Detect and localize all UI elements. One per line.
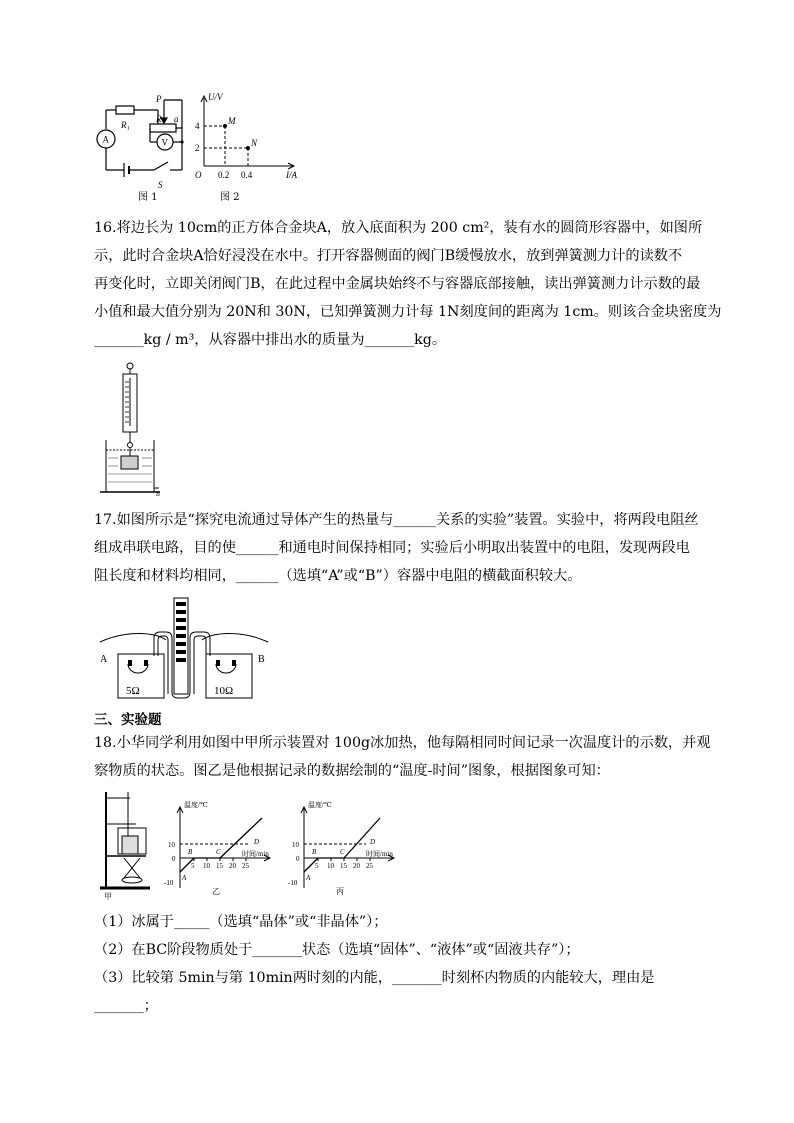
fig2-point-n: N <box>251 138 258 148</box>
resistor-r2 <box>150 124 176 132</box>
fig2-origin: O <box>195 170 202 180</box>
fig2-point-m: M <box>228 116 236 126</box>
graph-b-point-c: C <box>216 848 221 856</box>
graph-b-ylabel: 温度/℃ <box>184 801 208 809</box>
graph-c-point-b: B <box>312 848 317 856</box>
q17-line-3: 阻长度和材料均相同，______（选填“A”或“B”）容器中电阻的横截面积较大。 <box>94 568 582 584</box>
alloy-block <box>121 456 138 469</box>
graph-c-ytick-neg10: -10 <box>288 879 298 887</box>
q16-line-1: 16.将边长为 10cm的正方体合金块A，放入底面积为 200 cm²，装有水的圆筒形容器中，如图所 <box>94 220 703 236</box>
graph-b-ytick-10: 10 <box>168 841 175 849</box>
a-label: a <box>174 114 179 124</box>
section-3-title: 三、实验题 <box>94 712 162 728</box>
fig2-caption: 图 2 <box>220 192 240 203</box>
q18-heating-apparatus <box>96 788 154 900</box>
q18-line-2: 察物质的状态。图乙是他根据记录的数据绘制的“温度-时间”图象，根据图象可知： <box>94 763 610 779</box>
q18-sub-1: （1）冰属于_____（选填“晶体”或“非晶体”）； <box>94 914 388 930</box>
graph-c-xtick-10: 10 <box>327 862 334 870</box>
q16-line-4: 小值和最大值分别为 20N和 30N，已知弹簧测力计每 1N刻度间的距离为 1cm。则该合金块密度为 <box>94 304 722 320</box>
apparatus-caption: 甲 <box>104 892 112 900</box>
q18-graph-b <box>158 796 276 900</box>
q16-spring-scale-figure <box>96 360 166 498</box>
q18-line-1: 18.小华同学利用如图中甲所示装置对 100g冰加热，他每隔相同时间记录一次温度计的示数，并观 <box>94 735 711 751</box>
resistor-r1 <box>116 106 134 114</box>
graph-c-xtick-25: 25 <box>366 862 373 870</box>
q18-sub-2: （2）在BC阶段物质处于_______状态（选填“固体”、“液体”或“固液共存”）； <box>94 942 580 958</box>
resistor-10-ohm-label: 10Ω <box>214 685 234 697</box>
graph-b-point-b: B <box>188 848 193 856</box>
switch-label: S <box>158 180 163 190</box>
q18-sub-4: _______； <box>94 998 158 1014</box>
fig1-circuit <box>94 92 194 200</box>
fig2-ytick-2: 2 <box>195 143 200 153</box>
voltmeter-label: V <box>161 137 168 148</box>
valve-b-label: B <box>156 492 160 498</box>
container-a-label: A <box>100 654 108 665</box>
r1-label: R₁ <box>121 120 130 130</box>
graph-b-xtick-15: 15 <box>216 862 223 870</box>
graph-c-ytick-0: 0 <box>296 855 300 863</box>
fig2-ytick-4: 4 <box>195 121 200 131</box>
graph-c-xtick-20: 20 <box>353 862 360 870</box>
q16-line-2: 示，此时合金块A恰好浸没在水中。打开容器侧面的阀门B缓慢放水，放到弹簧测力计的读数不 <box>94 248 683 264</box>
container-b-label: B <box>258 654 265 665</box>
graph-c-xtick-5: 5 <box>315 862 319 870</box>
graph-c-point-d: D <box>370 838 376 846</box>
graph-b-caption: 乙 <box>212 887 220 896</box>
graph-b-xtick-25: 25 <box>242 862 249 870</box>
graph-b-xtick-5: 5 <box>191 862 195 870</box>
fig1-caption: 图 1 <box>138 192 158 203</box>
q17-line-1: 17.如图所示是“探究电流通过导体产生的热量与______关系的实验”装置。实验中，将两段电阻丝 <box>94 512 699 528</box>
graph-c-caption: 丙 <box>336 887 344 896</box>
q17-line-2: 组成串联电路，目的使______和通电时间保持相同；实验后小明取出装置中的电阻，发现两段电 <box>94 540 690 556</box>
p-label: P <box>156 94 162 104</box>
q16-line-3: 再变化时，立即关闭阀门B，在此过程中金属块始终不与容器底部接触，读出弹簧测力计示数的最 <box>94 276 701 292</box>
fig2-ylabel: U/V <box>208 92 223 102</box>
q17-joule-heating-apparatus <box>96 596 272 704</box>
graph-c-point-a: A <box>306 874 311 882</box>
graph-b-xtick-20: 20 <box>229 862 236 870</box>
graph-b-ytick-neg10: -10 <box>164 879 174 887</box>
q16-line-5: _______kg / m³，从容器中排出水的质量为_______kg。 <box>94 332 447 348</box>
graph-b-point-d: D <box>254 838 260 846</box>
resistor-5-ohm-label: 5Ω <box>126 685 140 697</box>
graph-c-ylabel: 温度/℃ <box>308 801 332 809</box>
q18-graph-c <box>282 796 400 900</box>
fig2-xtick-04: 0.4 <box>241 170 253 180</box>
graph-c-ytick-10: 10 <box>292 841 299 849</box>
r2-label: R₂ <box>156 114 165 124</box>
graph-c-xlabel: 时间/min <box>366 850 393 858</box>
graph-b-point-a: A <box>182 874 187 882</box>
graph-b-xlabel: 时间/min <box>242 850 269 858</box>
graph-b-xtick-10: 10 <box>203 862 210 870</box>
graph-c-point-c: C <box>340 848 345 856</box>
q18-sub-3: （3）比较第 5min与第 10min两时刻的内能，_______时刻杯内物质的内能较大，理由是 <box>94 970 655 986</box>
ammeter-label: A <box>102 134 109 145</box>
graph-c-xtick-15: 15 <box>340 862 347 870</box>
fig2-xtick-02: 0.2 <box>218 170 230 180</box>
fig2-graph <box>192 88 304 183</box>
fig2-xlabel: I/A <box>286 170 297 180</box>
graph-b-ytick-0: 0 <box>172 855 176 863</box>
